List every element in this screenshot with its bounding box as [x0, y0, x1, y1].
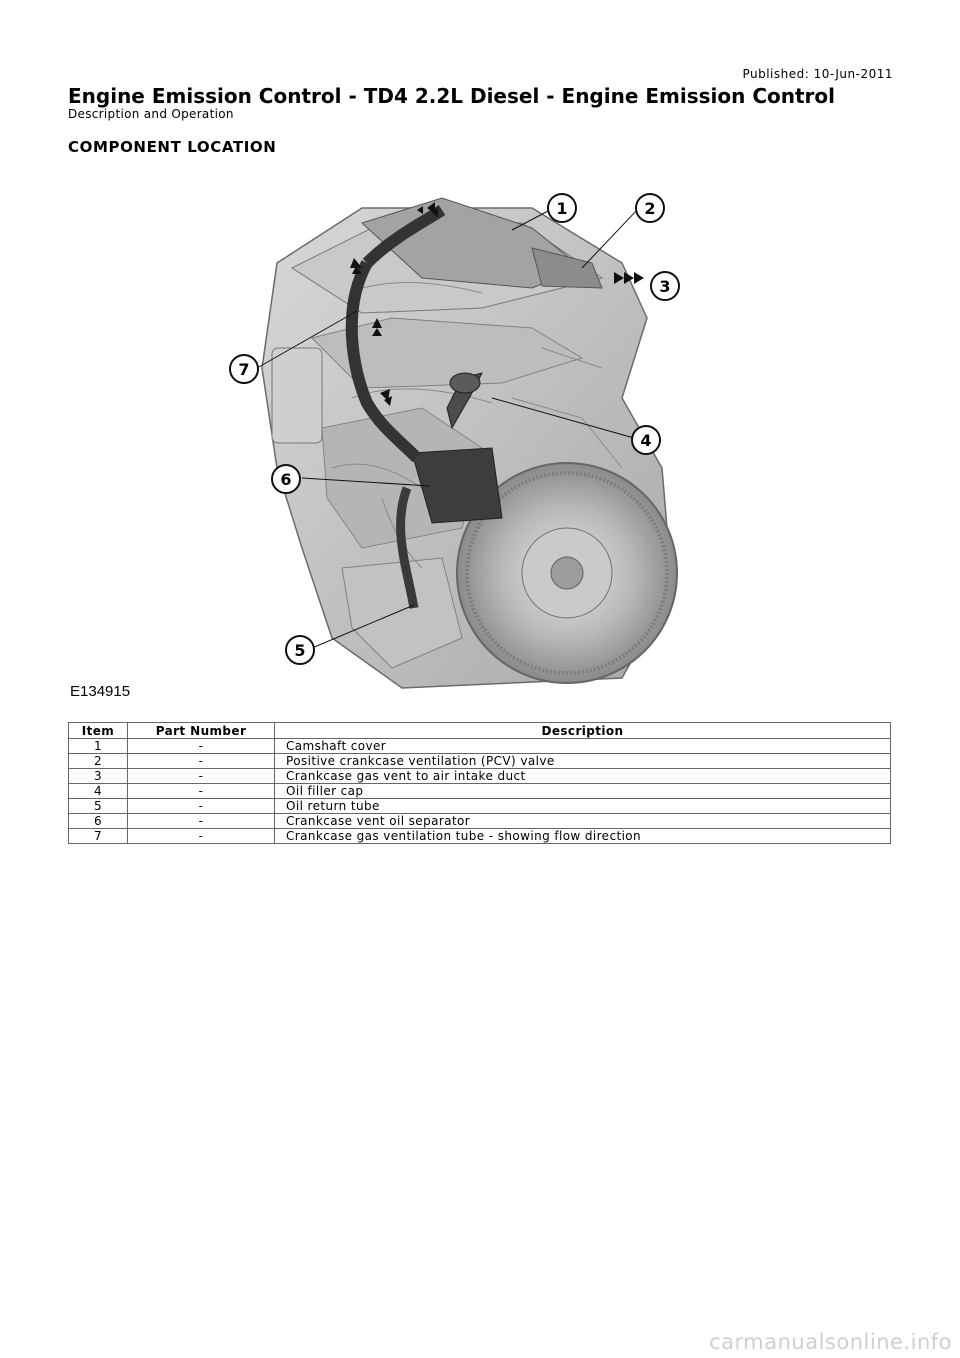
svg-text:2: 2 [644, 199, 656, 218]
callout-7 [230, 355, 258, 383]
cell-item: 1 [69, 739, 128, 754]
cell-item: 4 [69, 784, 128, 799]
section-title: COMPONENT LOCATION [68, 138, 277, 156]
svg-text:4: 4 [640, 431, 652, 450]
svg-text:5: 5 [294, 641, 306, 660]
cell-description: Oil return tube [275, 799, 891, 814]
callout-3 [651, 272, 679, 300]
cell-part: - [128, 814, 275, 829]
cell-part: - [128, 739, 275, 754]
cell-description: Crankcase vent oil separator [275, 814, 891, 829]
table-row [69, 829, 891, 844]
table-row [69, 814, 891, 829]
header-item: Item [69, 723, 128, 739]
callout-6 [272, 465, 300, 493]
cell-description: Positive crankcase ventilation (PCV) valve [275, 754, 891, 769]
table-row [69, 754, 891, 769]
table-row [69, 769, 891, 784]
callout-4 [632, 426, 660, 454]
cell-part: - [128, 784, 275, 799]
table-row [69, 739, 891, 754]
published-date: Published: 10-Jun-2011 [742, 67, 893, 81]
svg-text:1: 1 [556, 199, 568, 218]
cell-item: 7 [69, 829, 128, 844]
table-row [69, 784, 891, 799]
cell-item: 2 [69, 754, 128, 769]
cell-part: - [128, 754, 275, 769]
figure-id: E134915 [70, 683, 131, 700]
cell-item: 3 [69, 769, 128, 784]
cell-part: - [128, 769, 275, 784]
cell-part: - [128, 829, 275, 844]
parts-table [68, 722, 891, 844]
cell-description: Camshaft cover [275, 739, 891, 754]
table-row [69, 799, 891, 814]
engine-illustration [62, 168, 898, 708]
cell-part: - [128, 799, 275, 814]
svg-text:3: 3 [659, 277, 671, 296]
callout-2 [636, 194, 664, 222]
callout-5 [286, 636, 314, 664]
watermark: carmanualsonline.info [709, 1330, 952, 1354]
cell-item: 5 [69, 799, 128, 814]
cell-item: 6 [69, 814, 128, 829]
cell-description: Crankcase gas ventilation tube - showing flow direction [275, 829, 891, 844]
table-header-row [69, 723, 891, 739]
callout-1 [548, 194, 576, 222]
page-title: Engine Emission Control - TD4 2.2L Diesel - Engine Emission Control [68, 84, 836, 108]
svg-text:7: 7 [238, 360, 250, 379]
header-description: Description [275, 723, 891, 739]
header-part-number: Part Number [128, 723, 275, 739]
svg-text:6: 6 [280, 470, 292, 489]
cell-description: Oil filler cap [275, 784, 891, 799]
page-subtitle: Description and Operation [68, 107, 234, 121]
cell-description: Crankcase gas vent to air intake duct [275, 769, 891, 784]
